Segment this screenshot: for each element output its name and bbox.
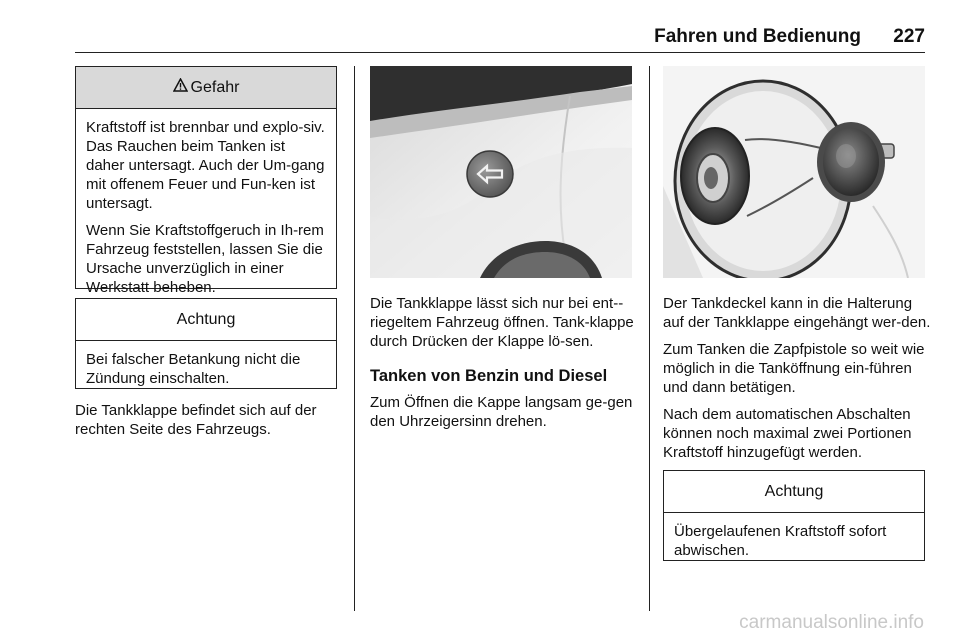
body-paragraph: Der Tankdeckel kann in die Halterung auf der Tankklappe eingehängt wer-den.: [663, 295, 931, 331]
section-heading: Tanken von Benzin und Diesel: [370, 367, 608, 385]
caution-box: [75, 298, 337, 389]
watermark: carmanualsonline.info: [739, 612, 924, 633]
column-divider: [354, 66, 355, 611]
caution-box: [663, 470, 925, 561]
fuel-cap-photo: [663, 66, 925, 278]
column-3-text: [663, 294, 931, 470]
column-divider: [649, 66, 650, 611]
danger-paragraph: Wenn Sie Kraftstoffgeruch in Ih-rem Fahrzeug feststellen, lassen Sie die Ursache unverzüglich in einer Werkstatt beheben.: [86, 222, 324, 296]
header-rule: [75, 52, 925, 53]
page-number: 227: [893, 26, 925, 47]
fuel-flap-photo: [370, 66, 632, 278]
danger-box-title: Gefahr: [190, 78, 240, 96]
caution-box-header: Achtung: [76, 299, 336, 341]
warning-triangle-icon: [173, 78, 188, 97]
chapter-title: Fahren und Bedienung: [654, 26, 861, 47]
caution-text: Übergelaufenen Kraftstoff sofort abwischen.: [674, 523, 887, 559]
fuel-flap-location-text: [75, 401, 340, 447]
body-paragraph: Zum Tanken die Zapfpistole so weit wie möglich in die Tanköffnung ein-führen und dann betätigen.: [663, 341, 925, 396]
danger-box-header: [76, 67, 336, 109]
body-paragraph: Nach dem automatischen Abschalten können noch maximal zwei Portionen Kraftstoff hinzugefügt werden.: [663, 406, 912, 461]
caution-text: Bei falscher Betankung nicht die Zündung einschalten.: [86, 351, 301, 387]
danger-paragraph: Kraftstoff ist brennbar und explo-siv. Das Rauchen beim Tanken ist daher untersagt. Auch der Um-gang mit offenem Feuer und Fun-ken ist untersagt.: [86, 119, 325, 212]
caution-box-header: Achtung: [664, 471, 924, 513]
body-paragraph: Die Tankklappe befindet sich auf der rechten Seite des Fahrzeugs.: [75, 402, 317, 438]
danger-box: [75, 66, 337, 296]
page-header: [75, 26, 925, 50]
body-paragraph: Zum Öffnen die Kappe langsam ge-gen den Uhrzeigersinn drehen.: [370, 394, 633, 430]
fuel-flap-caption: Die Tankklappe lässt sich nur bei ent-riegeltem Fahrzeug öffnen. Tank-klappe durch Drücken der Klappe lö-sen.: [370, 295, 634, 350]
column-2-text: [370, 294, 638, 439]
